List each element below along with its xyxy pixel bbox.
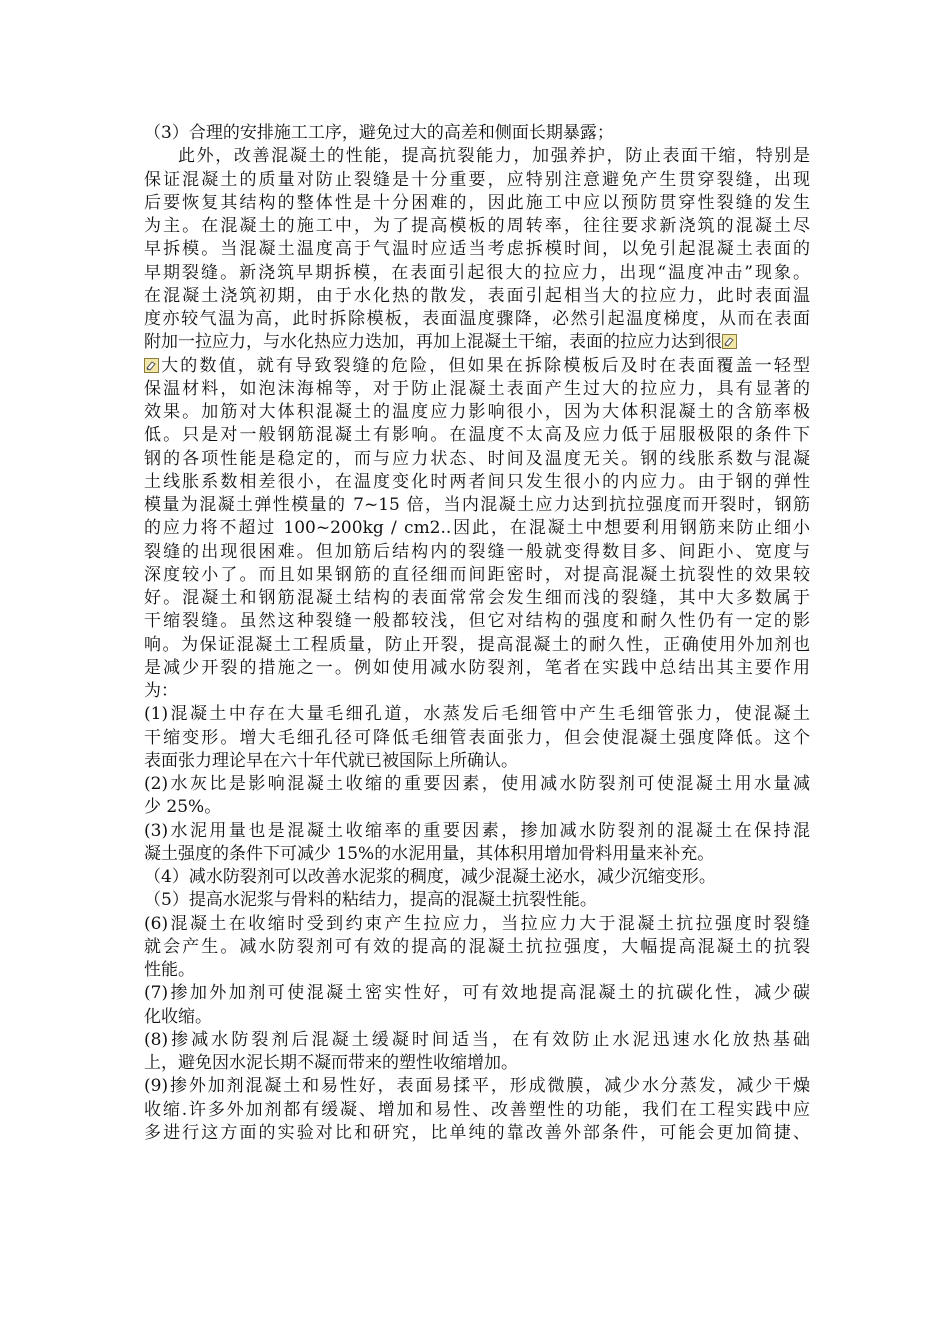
text-line: 效果。加筋对大体积混凝土的温度应力影响很小，因为大体积混凝土的含筋率极 xyxy=(144,402,810,422)
list-item-8-line: 上，避免因水泥长期不凝而带来的塑性收缩增加。 xyxy=(144,1053,518,1073)
list-item-8-line: (8)掺减水防裂剂后混凝土缓凝时间适当，在有效防止水泥迅速水化放热基础 xyxy=(144,1029,810,1050)
text-line: 的应力将不超过 100~200kg / cm2..因此，在混凝土中想要利用钢筋来防止细小 xyxy=(144,518,810,539)
list-item-6-line: (6)混凝土在收缩时受到约束产生拉应力，当拉应力大于混凝土抗拉强度时裂缝 xyxy=(144,913,810,934)
text-segment: 大的数值，就有导致裂缝的危险，但如果在拆除模板后及时在表面覆盖一轻型 xyxy=(159,355,810,376)
text-line: 低。只是对一般钢筋混凝土有影响。在温度不太高及应力低于屈服极限的条件下 xyxy=(144,425,810,446)
text-line: 模量为混凝土弹性模量的 7~15 倍，当内混凝土应力达到抗拉强度而开裂时，钢筋 xyxy=(144,495,810,515)
list-item-1-line: 干缩变形。增大毛细孔径可降低毛细管表面张力，但会使混凝土强度降低。这个 xyxy=(144,727,810,748)
list-item-1-line: 表面张力理论早在六十年代就已被国际上所确认。 xyxy=(144,750,518,771)
text-line: 保证混凝土的质量对防止裂缝是十分重要，应特别注意避免产生贯穿裂缝，出现 xyxy=(144,169,810,190)
document-body xyxy=(144,122,810,1145)
list-item-2-line: (2)水灰比是影响混凝土收缩的重要因素，使用减水防裂剂可使混凝土用水量减 xyxy=(144,774,810,794)
text-line: 是减少开裂的措施之一。例如使用减水防裂剂，笔者在实践中总结出其主要作用 xyxy=(144,657,810,678)
edit-marker-icon xyxy=(722,334,737,349)
list-item-2-line: 少 25%。 xyxy=(144,797,222,818)
list-item-7-line: (7)掺加外加剂可使混凝土密实性好，可有效地提高混凝土的抗碳化性，减少碳 xyxy=(144,983,810,1004)
list-item-1-line: (1)混凝土中存在大量毛细孔道，水蒸发后毛细管中产生毛细管张力，使混凝土 xyxy=(144,704,810,725)
text-line: 在混凝土浇筑初期，由于水化热的散发，表面引起相当大的拉应力，此时表面温 xyxy=(144,285,810,306)
list-item-6-line: 性能。 xyxy=(144,960,195,980)
text-line: 好。混凝土和钢筋混凝土结构的表面常常会发生细而浅的裂缝，其中大多数属于 xyxy=(144,588,810,608)
list-item-3-line: 凝土强度的条件下可减少 15%的水泥用量，其体积用增加骨料用量来补充。 xyxy=(144,843,715,864)
text-line-with-marker xyxy=(144,355,810,378)
list-item-9-line: 多进行这方面的实验对比和研究，比单纯的靠改善外部条件，可能会更加简捷、 xyxy=(144,1122,810,1143)
text-line: 土线胀系数相差很小，在温度变化时两者间只发生很小的内应力。由于钢的弹性 xyxy=(144,471,810,492)
paragraph-start-line: 此外，改善混凝土的性能，提高抗裂能力，加强养护，防止表面干缩，特别是 xyxy=(178,146,810,167)
text-line: 深度较小了。而且如果钢筋的直径细而间距密时，对提高混凝土抗裂性的效果较 xyxy=(144,564,810,585)
text-line: 度亦较气温为高，此时拆除模板，表面温度骤降，必然引起温度梯度，从而在表面 xyxy=(144,309,810,329)
text-line: （3）合理的安排施工工序，避免过大的高差和侧面长期暴露； xyxy=(144,123,614,143)
text-line: 早期裂缝。新浇筑早期拆模，在表面引起很大的拉应力，出现“温度冲击”现象。 xyxy=(144,262,810,283)
list-item-7-line: 化收缩。 xyxy=(144,1006,212,1027)
text-segment: 附加一拉应力，与水化热应力迭加，再加上混凝土干缩，表面的拉应力达到很 xyxy=(144,332,722,353)
text-line: 为： xyxy=(144,681,178,701)
text-line-with-marker xyxy=(144,331,810,354)
text-line: 钢的各项性能是稳定的，而与应力状态、时间及温度无关。钢的线胀系数与混凝 xyxy=(144,448,810,469)
text-line: 响。为保证混凝土工程质量，防止开裂，提高混凝土的耐久性，正确使用外加剂也 xyxy=(144,634,810,655)
list-item-4-line: （4）减水防裂剂可以改善水泥浆的稠度，减少混凝土泌水，减少沉缩变形。 xyxy=(144,867,716,887)
text-line: 干缩裂缝。虽然这种裂缝一般都较浅，但它对结构的强度和耐久性仍有一定的影 xyxy=(144,611,810,632)
list-item-9-line: 收缩.许多外加剂都有缓凝、增加和易性、改善塑性的功能，我们在工程实践中应 xyxy=(144,1099,810,1120)
list-item-6-line: 就会产生。减水防裂剂可有效的提高的混凝土抗拉强度，大幅提高混凝土的抗裂 xyxy=(144,936,810,957)
text-line: 后要恢复其结构的整体性是十分困难的，因此施工中应以预防贯穿性裂缝的发生 xyxy=(144,192,810,213)
text-line: 保温材料，如泡沫海棉等，对于防止混凝土表面产生过大的拉应力，具有显著的 xyxy=(144,378,810,399)
text-line: 早拆模。当混凝土温度高于气温时应适当考虑拆模时间，以免引起混凝土表面的 xyxy=(144,239,810,260)
text-line: 为主。在混凝土的施工中，为了提高模板的周转率，往往要求新浇筑的混凝土尽 xyxy=(144,216,810,236)
list-item-9-line: (9)掺外加剂混凝土和易性好，表面易揉平，形成微膜，减少水分蒸发，减少干燥 xyxy=(144,1076,810,1097)
edit-marker-icon xyxy=(144,358,159,373)
list-item-3-line: (3)水泥用量也是混凝土收缩率的重要因素，掺加减水防裂剂的混凝土在保持混 xyxy=(144,820,810,841)
text-line: 裂缝的出现很困难。但加筋后结构内的裂缝一般就变得数目多、间距小、宽度与 xyxy=(144,541,810,562)
list-item-5-line: （5）提高水泥浆与骨料的粘结力，提高的混凝土抗裂性能。 xyxy=(144,890,597,911)
